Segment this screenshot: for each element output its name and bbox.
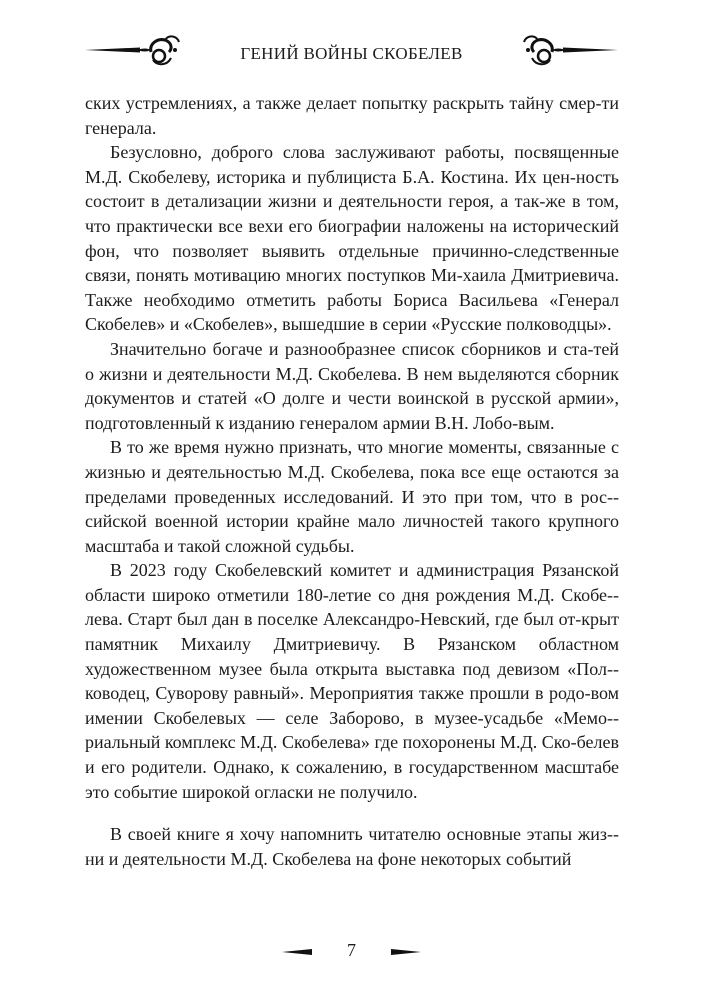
paragraph-continuation: ских устремлениях, а также делает попытку раскрыть тайну смер-ти генерала. [85,93,619,138]
page-footer [0,938,703,968]
header-title: ГЕНИЙ ВОЙНЫ СКОБЕЛЕВ [240,44,463,63]
footer-rule-right-icon [391,948,421,956]
paragraph: В то же время нужно признать, что многие моменты, связанные с жизнью и деятельностью М.Д. Скобелева, пока все еще остаются за пределами проведенных исследований. И это при том, что в рос-сийской военной истории крайне мало личностей такого крупного масштаба и такой сложной судьбы. [85,437,619,556]
paragraph: В своей книге я хочу напомнить читателю основные этапы жиз-ни и деятельности М.Д. Скобелева на фоне некоторых событий [85,824,619,869]
main-text [85,91,619,871]
paragraph: В 2023 году Скобелевский комитет и администрация Рязанской области широко отметили 180-летие со дня рождения М.Д. Скобе-лева. Старт был дан в поселке Александро-Невский, где был от-крыт памятник Михаилу Дмитриевичу. В Рязанском областном художественном музее была открыта выставка под девизом «Пол-ководец, Суворову равный». Мероприятия также прошли в родо-вом имении Скобелевых — селе Заборово, в музее-усадьбе «Мемо-риальный комплекс М.Д. Скобелева» где похоронены М.Д. Ско-белев и его родители. Однако, к сожалению, в государственном масштабе это событие широкой огласки не получило. [85,560,619,802]
flourish-right-icon [518,30,618,80]
paragraph: Безусловно, доброго слова заслуживают работы, посвященные М.Д. Скобелеву, историка и публициста Б.А. Костина. Их цен-ность состоит в детализации жизни и деятельности героя, а так-же в том, что практически все вехи его биографии наложены на исторический фон, что позволяет выявить отдельные причинно-следственные связи, понять мотивацию многих поступков Ми-хаила Дмитриевича. Также необходимо отметить работы Бориса Васильева «Генерал Скобелев» и «Скобелев», вышедшие в серии «Русские полководцы». [85,142,619,335]
page-number: 7 [347,940,356,960]
paragraph: Значительно богаче и разнообразнее список сборников и ста-тей о жизни и деятельности М.Д. Скобелева. В нем выделяются сборник документов и статей «О долге и чести воинской в русской армии», подготовленный к изданию генералом армии В.Н. Лобо-вым. [85,338,619,433]
running-header [0,30,703,80]
